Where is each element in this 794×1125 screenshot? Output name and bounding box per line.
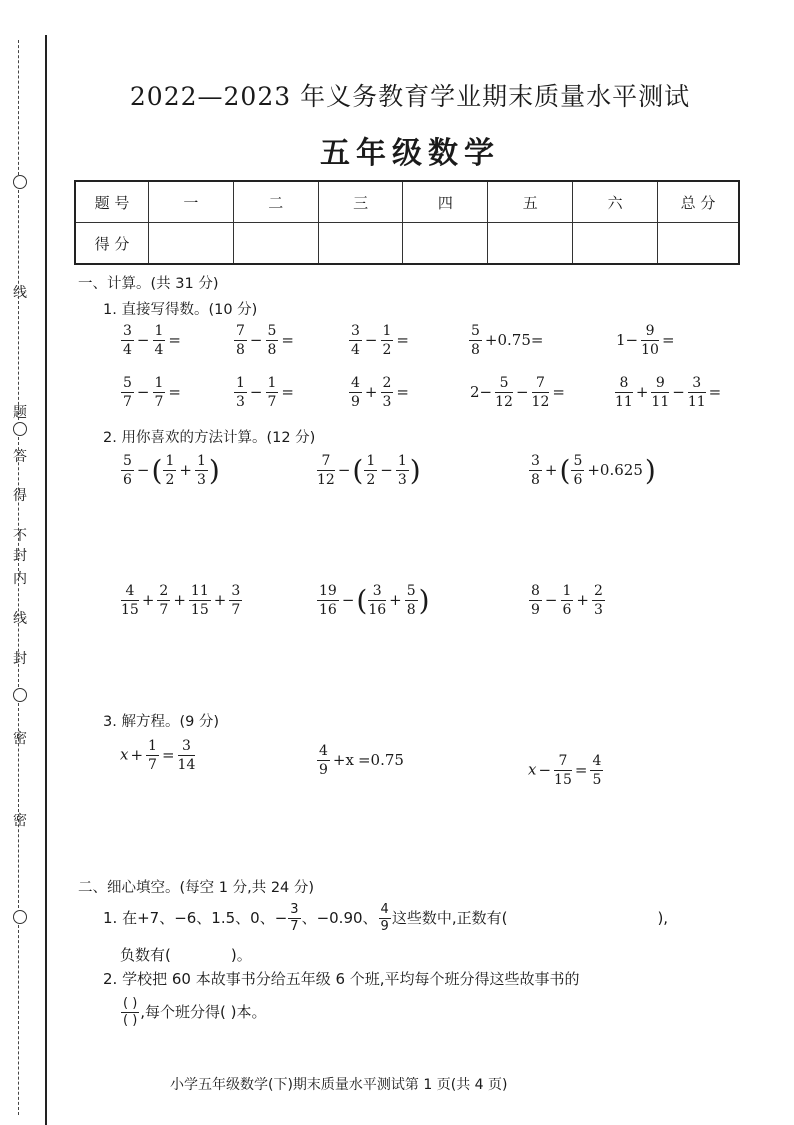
fraction: $\frac{1}{7}$ <box>154 375 164 410</box>
calc-item: $\frac{4}{9}$ + $\frac{2}{3}$ = <box>351 375 409 410</box>
binding-line <box>45 35 47 1125</box>
margin-char-line: 线 <box>13 285 27 301</box>
section1-part1-heading: 1. 直接写得数。(10 分) <box>103 302 258 318</box>
margin-char: 答 <box>13 449 27 465</box>
fraction: $\frac{5}{8}$ <box>267 323 277 358</box>
equation: $\frac{4}{9}$ +x =0.75 <box>319 743 404 778</box>
fraction: $\frac{1}{2}$ <box>382 323 392 358</box>
fraction: $\frac{3}{4}$ <box>123 323 132 358</box>
margin-char: 线 <box>13 611 27 627</box>
fraction: $\frac{4}{9}$ <box>380 902 389 934</box>
section2-heading: 二、细心填空。(每空 1 分,共 24 分) <box>78 880 315 896</box>
question-text: 负数有( <box>120 946 171 964</box>
fraction: $\frac{3}{14}$ <box>177 738 196 773</box>
fraction: $\frac{3}{4}$ <box>351 323 360 358</box>
margin-char-secret: 密 <box>13 813 27 829</box>
calc-item: $\frac{8}{9}$ − $\frac{1}{6}$ + $\frac{2}{3}$ <box>531 583 603 618</box>
margin-char-seal: 封 <box>13 548 27 564</box>
fraction: $\frac{2}{3}$ <box>382 375 392 410</box>
calc-item: $\frac{7}{8}$ − $\frac{5}{8}$ = <box>236 323 294 358</box>
fraction: $\frac{5}{6}$ <box>123 453 132 488</box>
fraction: $\frac{3}{7}$ <box>290 902 299 934</box>
score-cell: 四 <box>403 181 488 223</box>
score-cell: 一 <box>149 181 234 223</box>
margin-char: 密 <box>13 731 27 747</box>
fraction: $\frac{11}{15}$ <box>190 583 209 618</box>
binding-hole <box>13 175 27 189</box>
fraction: $\frac{1}{3}$ <box>397 453 407 488</box>
question-text: 这些数中,正数有( <box>391 909 508 927</box>
score-blank[interactable] <box>318 223 403 265</box>
fraction: $\frac{5}{7}$ <box>123 375 132 410</box>
calc-item: $\frac{5}{6}$ −( $\frac{1}{2}$ + $\frac{1}{3}$ ) <box>123 453 220 488</box>
fraction: $\frac{19}{16}$ <box>319 583 337 618</box>
fraction: $\frac{8}{9}$ <box>531 583 540 618</box>
fraction: $\frac{1}{2}$ <box>366 453 376 488</box>
fraction: $\frac{9}{10}$ <box>641 323 659 358</box>
fraction: $\frac{5}{8}$ <box>471 323 480 358</box>
fraction: $\frac{3}{8}$ <box>531 453 540 488</box>
fraction: $\frac{3}{11}$ <box>687 375 706 410</box>
score-table <box>74 180 740 265</box>
binding-hole <box>13 688 27 702</box>
score-cell: 总 分 <box>658 181 740 223</box>
calc-item: 2− $\frac{5}{12}$ − $\frac{7}{12}$ = <box>470 375 565 410</box>
equation: x − $\frac{7}{15}$ = $\frac{4}{5}$ <box>528 753 602 788</box>
margin-char: 得 <box>13 488 27 504</box>
calc-item: $\frac{3}{4}$ − $\frac{1}{4}$ = <box>123 323 181 358</box>
score-blank[interactable] <box>403 223 488 265</box>
calc-item: $\frac{5}{8}$ +0.75= <box>471 323 544 358</box>
fill-question-1 <box>103 902 668 935</box>
exam-subtitle: 五年级数学 <box>320 136 500 171</box>
margin-dashes <box>18 925 19 1115</box>
equation: x + $\frac{1}{7}$ = $\frac{3}{14}$ <box>120 738 196 773</box>
question-text: 1. 在+7、−6、1.5、0、− <box>103 909 288 927</box>
score-row <box>75 223 739 265</box>
fraction: $\frac{3}{7}$ <box>231 583 241 618</box>
calc-item: $\frac{5}{7}$ − $\frac{1}{7}$ = <box>123 375 181 410</box>
score-blank[interactable] <box>233 223 318 265</box>
calc-item: 1− $\frac{9}{10}$ = <box>616 323 675 358</box>
question-text: ), <box>657 909 669 927</box>
fraction: $\frac{1}{3}$ <box>236 375 245 410</box>
fraction: $\frac{7}{12}$ <box>317 453 335 488</box>
score-header-row <box>75 181 739 223</box>
margin-char: 封 <box>13 651 27 667</box>
margin-char: 不 <box>13 528 27 544</box>
fraction: $\frac{7}{8}$ <box>236 323 245 358</box>
score-blank[interactable] <box>573 223 658 265</box>
fraction: $\frac{7}{12}$ <box>531 375 550 410</box>
fraction: $\frac{2}{3}$ <box>594 583 603 618</box>
fraction: $\frac{5}{6}$ <box>573 453 583 488</box>
fraction: $\frac{1}{7}$ <box>267 375 277 410</box>
calc-item: $\frac{4}{15}$ + $\frac{2}{7}$ + $\frac{11}{15}$ + $\frac{3}{7}$ <box>121 583 241 618</box>
question-text: )。 <box>230 946 252 964</box>
section1-heading: 一、计算。(共 31 分) <box>78 276 219 292</box>
fraction: $\frac{2}{7}$ <box>159 583 169 618</box>
blank-fraction[interactable]: $\frac{( )}{( )}$ <box>123 996 138 1028</box>
score-cell: 题 号 <box>75 181 149 223</box>
calc-item: $\frac{1}{3}$ − $\frac{1}{7}$ = <box>236 375 294 410</box>
calc-item: $\frac{7}{12}$ −( $\frac{1}{2}$ − $\frac{1}{3}$ ) <box>317 453 421 488</box>
fraction: $\frac{5}{8}$ <box>406 583 416 618</box>
fill-question-1-cont <box>120 944 252 965</box>
page-footer: 小学五年级数学(下)期末质量水平测试第 1 页(共 4 页) <box>170 1077 508 1093</box>
score-label: 得 分 <box>75 223 149 265</box>
section1-part2-heading: 2. 用你喜欢的方法计算。(12 分) <box>103 430 316 446</box>
fraction: $\frac{8}{11}$ <box>615 375 633 410</box>
calc-item: $\frac{3}{4}$ − $\frac{1}{2}$ = <box>351 323 409 358</box>
margin-char: 题 <box>13 405 27 421</box>
score-cell: 三 <box>318 181 403 223</box>
question-text: 、−0.90、 <box>301 909 378 927</box>
score-cell: 六 <box>573 181 658 223</box>
score-blank[interactable] <box>488 223 573 265</box>
fraction: $\frac{9}{11}$ <box>651 375 670 410</box>
calc-item: $\frac{3}{8}$ +( $\frac{5}{6}$ +0.625) <box>531 453 656 488</box>
score-cell: 五 <box>488 181 573 223</box>
fraction: $\frac{4}{9}$ <box>351 375 360 410</box>
margin-dashes <box>18 190 19 420</box>
fraction: $\frac{1}{2}$ <box>165 453 175 488</box>
fraction: $\frac{4}{9}$ <box>319 743 328 778</box>
question-text: ,每个班分得( )本。 <box>140 1003 267 1021</box>
binding-hole <box>13 422 27 436</box>
fill-question-2-cont <box>120 996 267 1029</box>
score-cell: 二 <box>233 181 318 223</box>
fraction: $\frac{4}{15}$ <box>121 583 139 618</box>
binding-hole <box>13 910 27 924</box>
fraction: $\frac{1}{7}$ <box>148 738 157 773</box>
calc-item: $\frac{8}{11}$ + $\frac{9}{11}$ − $\frac{3}{11}$ = <box>615 375 722 410</box>
calc-item: $\frac{19}{16}$ −( $\frac{3}{16}$ + $\frac{5}{8}$ ) <box>319 583 430 618</box>
exam-title: 2022—2023 年义务教育学业期末质量水平测试 <box>129 82 691 111</box>
fill-question-2: 2. 学校把 60 本故事书分给五年级 6 个班,平均每个班分得这些故事书的 <box>103 970 580 988</box>
fraction: $\frac{1}{6}$ <box>562 583 572 618</box>
margin-char: 内 <box>13 571 27 587</box>
fraction: $\frac{1}{4}$ <box>154 323 164 358</box>
section1-part3-heading: 3. 解方程。(9 分) <box>103 714 220 730</box>
score-blank[interactable] <box>149 223 234 265</box>
fraction: $\frac{1}{3}$ <box>196 453 206 488</box>
margin-dashes <box>18 40 19 175</box>
fraction: $\frac{3}{16}$ <box>368 583 387 618</box>
fraction: $\frac{5}{12}$ <box>495 375 513 410</box>
fraction: $\frac{4}{5}$ <box>592 753 602 788</box>
score-blank[interactable] <box>658 223 740 265</box>
fraction: $\frac{7}{15}$ <box>554 753 572 788</box>
